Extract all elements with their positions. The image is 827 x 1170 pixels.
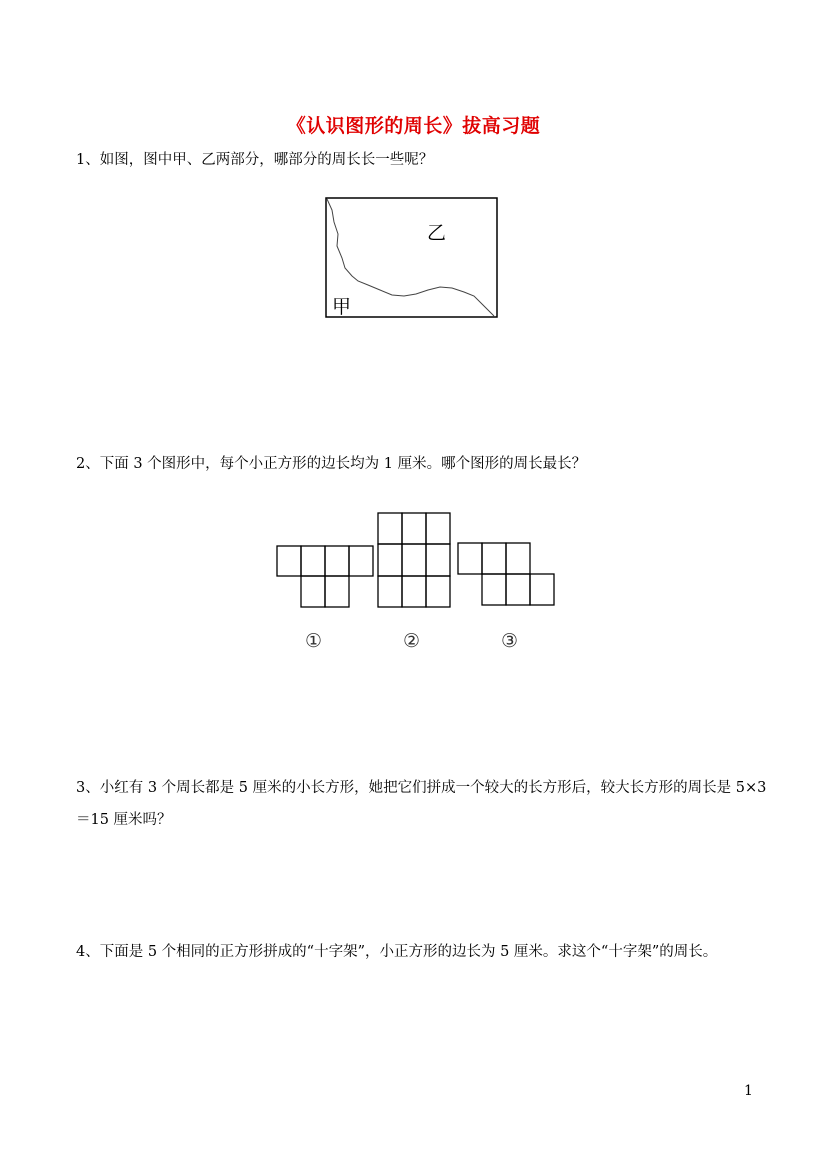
page-title: 《认识图形的周长》拔高习题 [286,115,541,137]
question-3-text-line-2: ＝15 厘米吗？ [76,812,172,828]
grid-shape-3 [458,543,554,605]
figure-2-label-2: ② [403,630,421,652]
page-number: 1 [744,1083,753,1099]
question-1-text: 1、如图，图中甲、乙两部分，哪部分的周长长一些呢？ [76,152,434,168]
figure-1-label-jia: 甲 [332,296,352,318]
question-3-text-line-1: 3、小红有 3 个周长都是 5 厘米的小长方形，她把它们拼成一个较大的长方形后，较大长方形的周长是 5×3 [76,780,767,796]
figure-1-label-yi: 乙 [427,222,447,244]
grid-shape-1 [277,546,373,607]
grid-shape-2 [378,513,450,607]
figure-2-label-1: ① [305,630,323,652]
figure-2-label-3: ③ [501,630,519,652]
question-4-text: 4、下面是 5 个相同的正方形拼成的“十字架”，小正方形的边长为 5 厘米。求这个“十字架”的周长。 [76,944,718,960]
question-2-text: 2、下面 3 个图形中，每个小正方形的边长均为 1 厘米。哪个图形的周长最长？ [76,456,587,472]
